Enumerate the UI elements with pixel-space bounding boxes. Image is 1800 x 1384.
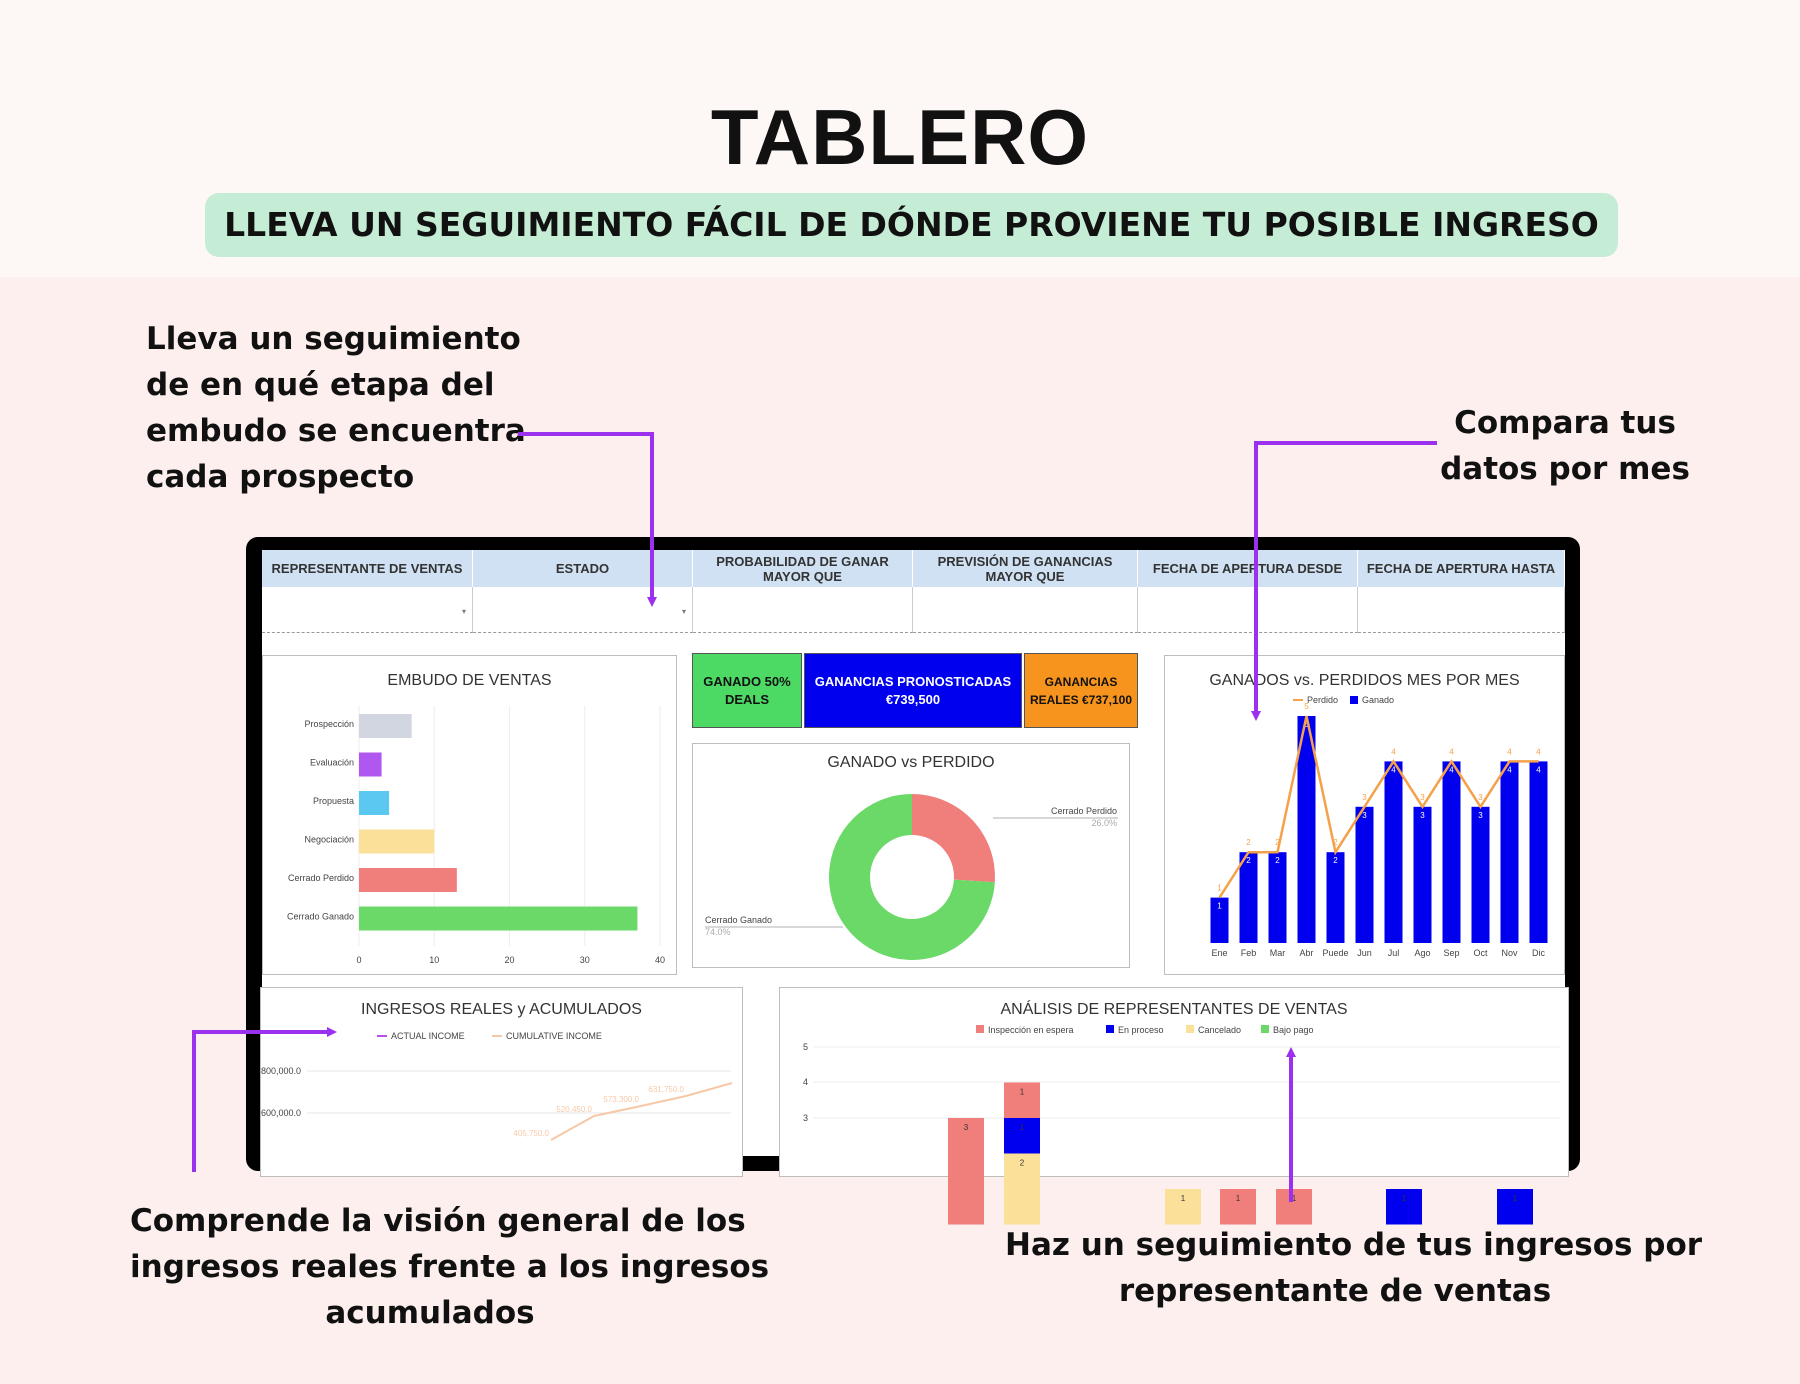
slice-label: Cerrado Perdido [1050,806,1117,816]
note-line: de en qué etapa del [146,367,495,403]
line-value-label: 3 [1478,792,1483,802]
note-line: ingresos reales frente a los ingresos [130,1249,770,1285]
line-value-label: 2 [1275,838,1280,848]
funnel-bar [359,907,637,931]
month-bar [1472,807,1490,943]
note-line: Haz un seguimiento de tus ingresos por [1005,1227,1703,1263]
income-chart-panel [260,987,743,1177]
kpi-real-earnings: GANANCIAS REALES €737,100 [1024,653,1138,728]
month-bar [1327,852,1345,943]
segment-value-label: 1 [1512,1194,1518,1203]
month-bar [1443,761,1461,943]
month-label: Jun [1357,948,1372,958]
month-label: Jul [1387,948,1400,958]
tick-label: 40 [654,955,666,965]
note-line: Comprende la visión general de los [130,1203,746,1239]
y-tick-label: 5 [802,1042,808,1052]
bar-value-label: 1 [1217,901,1222,911]
month-bar [1385,761,1403,943]
month-label: Nov [1501,948,1518,958]
slice-percent: 26.0% [1091,818,1117,828]
slice-percent: 74.0% [705,927,731,937]
lost-series-line [1220,716,1539,898]
won-lost-donut-chart [693,744,1131,969]
month-label: Mar [1269,948,1286,958]
month-label: Ene [1211,948,1228,958]
line-value-label: 4 [1449,747,1454,757]
note-income-overview [130,1198,770,1336]
note-rep-income [1005,1222,1703,1314]
funnel-chart [263,656,678,976]
slice-label: Cerrado Ganado [705,915,773,925]
month-bar [1530,761,1548,943]
month-label: Sep [1443,948,1460,958]
monthly-chart-panel [1164,655,1565,975]
legend-label: ACTUAL INCOME [391,1031,465,1041]
line-value-label: 3 [1420,792,1425,802]
chevron-down-icon: ▾ [461,607,466,616]
funnel-bar [359,753,382,777]
month-label: Puede [1322,948,1349,958]
point-value-label: 573,300.0 [603,1095,639,1104]
bar-value-label: 3 [1362,810,1367,820]
filter-rep-dropdown[interactable] [262,587,473,633]
note-line: Compara tus [1454,405,1676,441]
note-line: datos por mes [1440,451,1690,487]
funnel-bar [359,714,412,738]
funnel-bar [359,830,434,854]
chart-title: ANÁLISIS DE REPRESENTANTES DE VENTAS [1000,1001,1348,1018]
won-lost-chart-panel [692,743,1130,968]
legend-label: Perdido [1307,695,1339,705]
legend-label: CUMULATIVE INCOME [506,1031,602,1041]
y-tick-label: 800,000.0 [260,1066,301,1076]
category-label: Cerrado Ganado [286,911,354,922]
segment-value-label: 1 [1019,1123,1025,1132]
line-value-label: 3 [1362,792,1367,802]
filter-header-date-from: FECHA DE APERTURA DESDE [1138,550,1358,587]
month-label: Dic [1532,948,1545,958]
note-line: embudo se encuentra [146,413,526,449]
filter-forecast-input[interactable] [913,587,1138,633]
month-bar [1269,852,1287,943]
legend-label: Cancelado [1198,1025,1242,1035]
page-subtitle: LLEVA UN SEGUIMIENTO FÁCIL DE DÓNDE PROVIENE TU POSIBLE INGRESO [205,193,1618,257]
month-label: Ago [1414,948,1431,958]
month-bar [1501,761,1519,943]
legend-label: Inspección en espera [988,1025,1074,1035]
chart-title: EMBUDO DE VENTAS [387,672,552,689]
legend-swatch [1350,696,1358,704]
dashboard-screen [260,550,1565,1203]
bar-value-label: 4 [1391,765,1396,775]
month-label: Oct [1473,948,1488,958]
line-value-label: 4 [1536,747,1541,757]
line-value-label: 2 [1246,838,1251,848]
bar-value-label: 3 [1478,810,1483,820]
reps-chart [780,988,1570,1203]
y-tick-label: 600,000.0 [260,1108,301,1118]
category-label: Negociación [304,834,354,845]
chart-title: INGRESOS REALES y ACUMULADOS [361,1001,642,1018]
tick-label: 30 [579,955,590,965]
chart-title: GANADO vs PERDIDO [827,754,995,771]
note-funnel-stage [146,316,526,500]
month-label: Feb [1240,948,1257,958]
kpi-won-deals: GANADO 50% DEALS [692,653,802,728]
bar-value-label: 4 [1507,765,1512,775]
rep-bar-segment [948,1118,984,1225]
line-value-label: 4 [1391,747,1396,757]
line-value-label: 4 [1507,747,1512,757]
tick-label: 10 [429,955,440,965]
filter-header-probability: PROBABILIDAD DE GANAR MAYOR QUE [693,550,913,587]
segment-value-label: 2 [1019,1158,1025,1168]
funnel-chart-panel [262,655,677,975]
legend-swatch [1186,1025,1194,1033]
reps-chart-panel [779,987,1569,1203]
line-value-label: 1 [1217,883,1222,893]
point-value-label: 520,450.0 [556,1105,592,1114]
chart-title: GANADOS vs. PERDIDOS MES POR MES [1209,672,1520,689]
bar-value-label: 2 [1246,856,1251,866]
monthly-chart [1165,656,1566,976]
legend-label: Bajo pago [1273,1025,1314,1035]
y-tick-label: 4 [802,1077,808,1087]
filter-date-to-input[interactable] [1358,587,1565,633]
category-label: Cerrado Perdido [287,873,354,883]
donut-slice [912,794,995,882]
note-line: cada prospecto [146,459,415,495]
y-tick-label: 3 [802,1113,808,1123]
bar-value-label: 5 [1304,720,1309,729]
filter-header-rep: REPRESENTANTE DE VENTAS [262,550,473,587]
filter-date-from-input[interactable] [1138,587,1358,633]
segment-value-label: 1 [1180,1194,1186,1203]
bar-value-label: 3 [1420,810,1425,820]
segment-value-label: 1 [1019,1087,1025,1097]
filter-header-date-to: FECHA DE APERTURA HASTA [1358,550,1565,587]
filter-status-dropdown[interactable] [473,587,693,633]
tick-label: 0 [356,955,362,965]
filter-header-status: ESTADO [473,550,693,587]
bar-value-label: 4 [1449,765,1454,775]
note-compare-month [1430,400,1700,492]
filter-header-forecast: PREVISIÓN DE GANANCIAS MAYOR QUE [913,550,1138,587]
category-label: Evaluación [309,757,354,768]
funnel-bar [359,868,457,892]
income-chart [261,988,744,1178]
month-label: Abr [1299,948,1314,958]
note-line: representante de ventas [1118,1273,1552,1309]
legend-swatch [976,1025,984,1033]
filter-probability-input[interactable] [693,587,913,633]
segment-value-label: 1 [1291,1194,1297,1203]
funnel-bar [359,791,389,815]
kpi-forecast-earnings: GANANCIAS PRONOSTICADAS €739,500 [804,653,1022,728]
segment-value-label: 3 [963,1123,969,1132]
point-value-label: 405,750.0 [513,1129,549,1138]
point-value-label: 631,750.0 [648,1085,684,1094]
note-line: Lleva un seguimiento [146,321,521,357]
bar-value-label: 2 [1275,856,1280,866]
legend-label: En proceso [1118,1025,1164,1035]
month-bar [1414,807,1432,943]
bar-value-label: 2 [1333,856,1338,866]
segment-value-label: 1 [1401,1194,1407,1203]
month-bar [1356,807,1374,943]
note-line: acumulados [325,1295,535,1331]
legend-swatch [1106,1025,1114,1033]
chevron-down-icon: ▾ [681,607,686,616]
category-label: Prospección [304,719,354,729]
line-value-label: 2 [1333,838,1338,848]
legend-swatch [1261,1025,1269,1033]
month-bar [1240,852,1258,943]
segment-value-label: 1 [1235,1194,1241,1203]
line-value-label: 5 [1304,702,1309,711]
page-title: TABLERO [710,93,1090,181]
tick-label: 20 [504,955,515,965]
legend-label: Ganado [1362,695,1395,705]
category-label: Propuesta [312,796,354,806]
bar-value-label: 4 [1536,765,1541,775]
